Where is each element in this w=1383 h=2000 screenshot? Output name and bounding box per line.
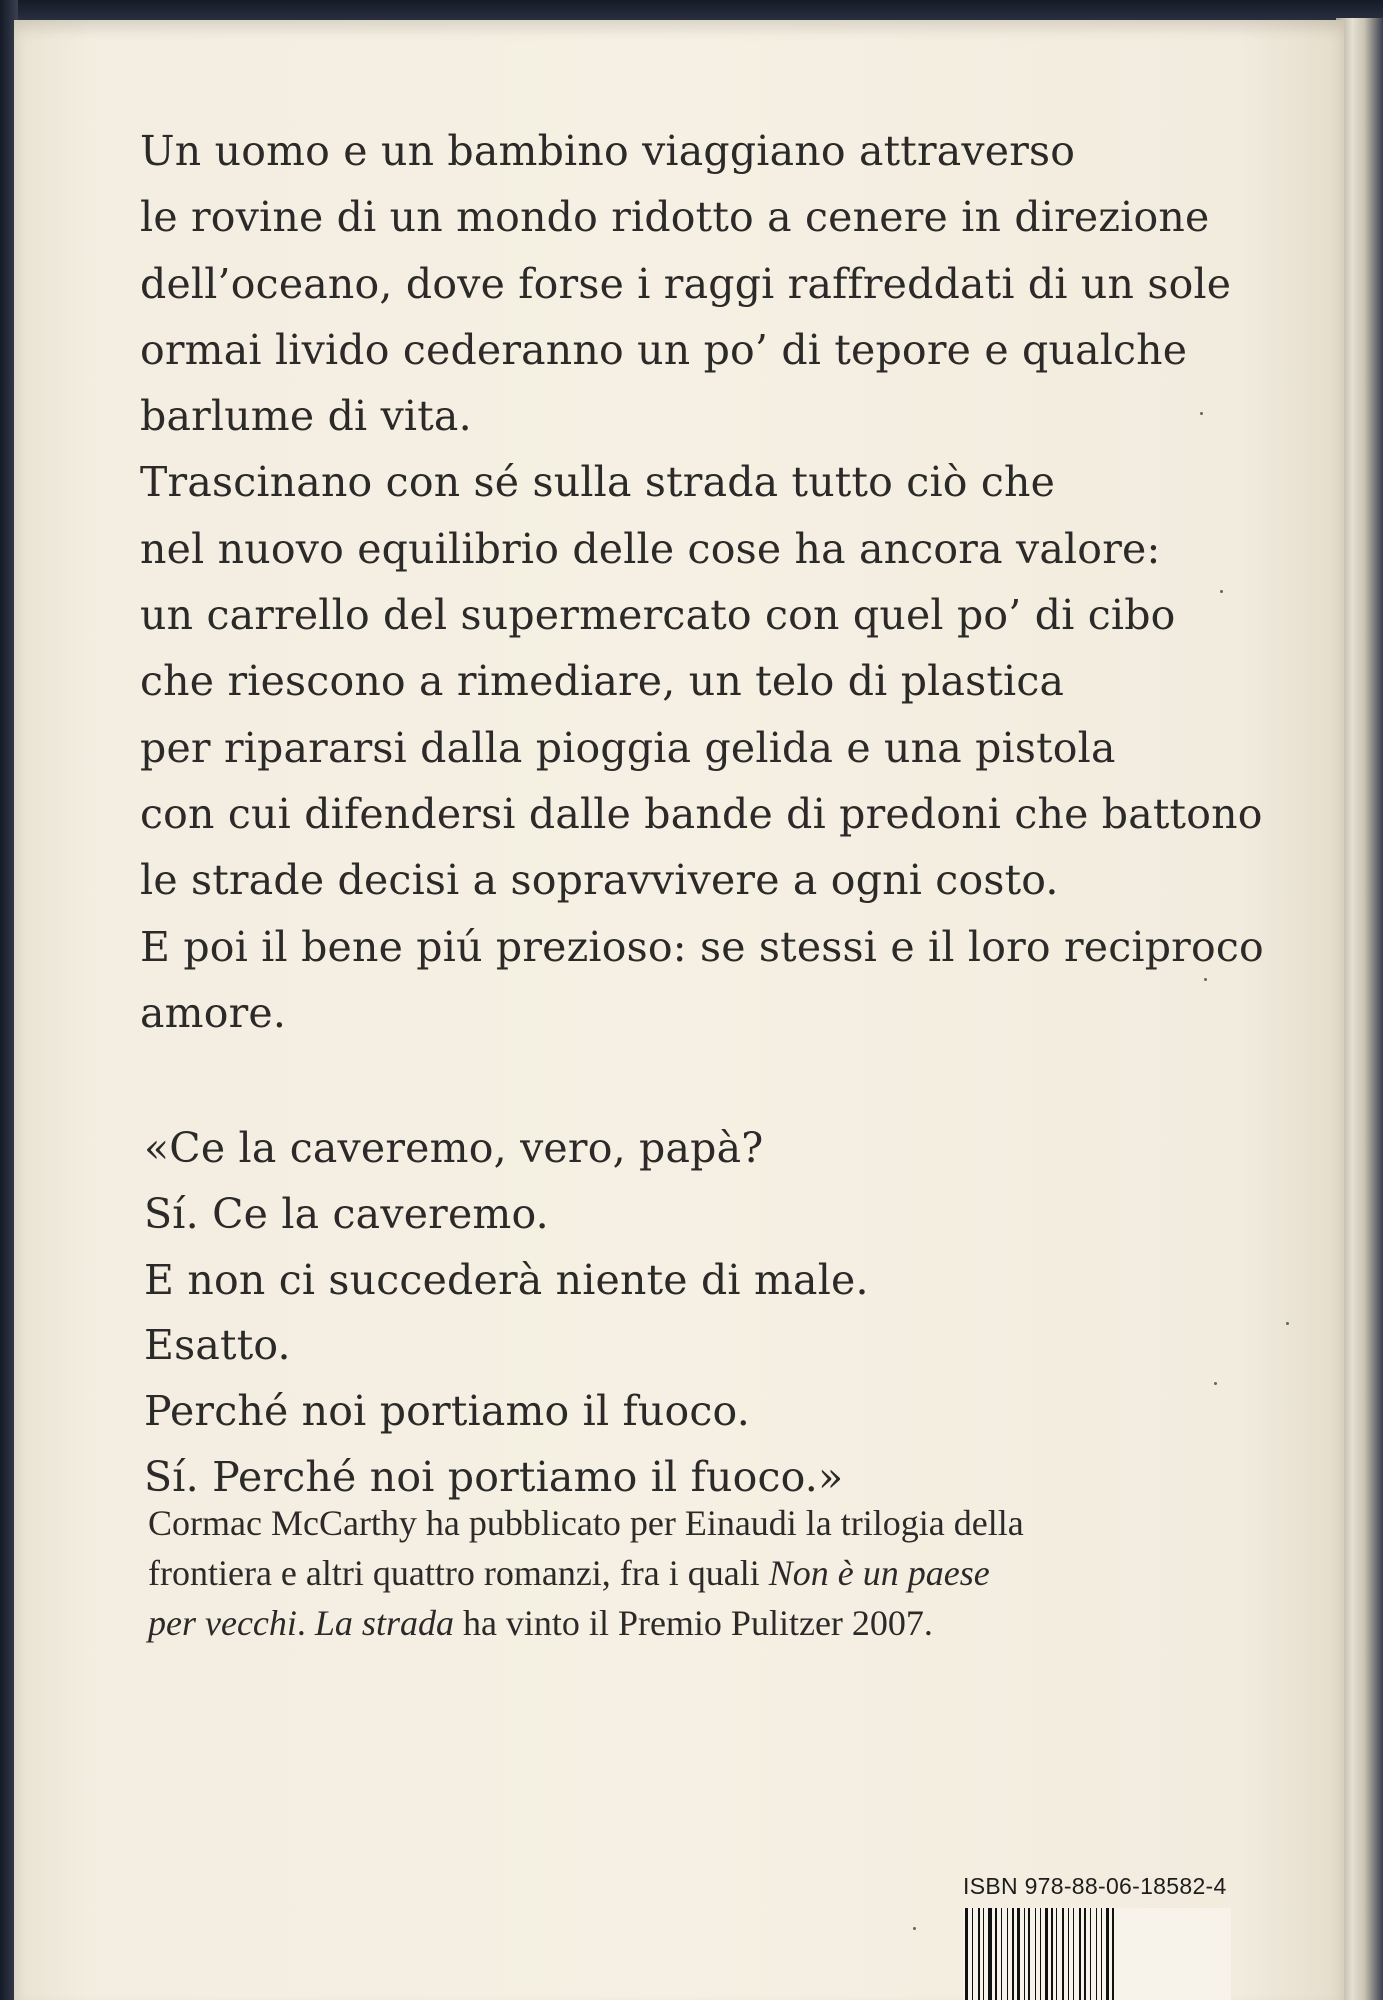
synopsis-blurb [140,118,1264,1046]
paper-speck [913,1927,916,1930]
paper-speck [1286,1322,1289,1325]
blurb-line: le strade decisi a sopravvivere a ogni costo. [140,856,1059,905]
barcode-bar [1051,1908,1053,2000]
barcode-bar [1079,1908,1081,2000]
top-edge-shadow [0,0,1383,22]
barcode-bar [988,1908,992,2000]
author-note-line [148,1498,1288,1548]
barcode-bar [1012,1908,1014,2000]
blurb-line: con cui difendersi dalle bande di predoni che battono [140,789,1263,838]
barcode-bar [1040,1908,1041,2000]
barcode-bar [1045,1908,1048,2000]
blurb-line: ormai livido cederanno un po’ di tepore e qualche [140,325,1188,374]
author-note-text: frontiera e altri quattro romanzi, fra i quali [148,1553,769,1593]
barcode-bar [978,1908,980,2000]
isbn-label: ISBN 978-88-06-18582-4 [963,1873,1227,1899]
barcode-bar [1068,1908,1069,2000]
blurb-line: che riescono a rimediare, un telo di plastica [140,657,1065,706]
author-note [148,1498,1288,1648]
author-note-line [148,1548,1288,1598]
barcode-bar [1028,1908,1030,2000]
quote-line: Sí. Ce la caveremo. [144,1189,549,1238]
book-title-italic: La strada [314,1603,454,1643]
barcode-bar [983,1908,984,2000]
barcode-bar [1096,1908,1097,2000]
barcode-bar [1001,1908,1002,2000]
barcode [963,1908,1231,2000]
barcode-bar [1035,1908,1036,2000]
quote-line: «Ce la caveremo, vero, papà? [144,1124,764,1172]
blurb-line: amore. [140,988,287,1037]
author-note-text: Cormac McCarthy ha pubblicato per Einaudi la trilogia della [148,1503,1024,1543]
blurb-line: per ripararsi dalla pioggia gelida e una pistola [140,723,1116,772]
author-note-text: ha vinto il Premio Pulitzer 2007. [453,1603,933,1643]
blurb-line: Un uomo e un bambino viaggiano attraverso [140,127,1076,175]
barcode-bar [972,1908,973,2000]
dialogue-quote [144,1116,1264,1511]
blurb-line: le rovine di un mondo ridotto a cenere in direzione [140,193,1210,242]
barcode-bar [1106,1908,1109,2000]
quote-line: Perché noi portiamo il fuoco. [144,1387,750,1436]
blurb-line: dell’oceano, dove forse i raggi raffreddati di un sole [140,259,1232,308]
barcode-bar [1024,1908,1025,2000]
barcode-bar [1073,1908,1074,2000]
blurb-line: Trascinano con sé sulla strada tutto ciò che [140,458,1056,507]
quote-line: Sí. Perché noi portiamo il fuoco.» [144,1452,844,1501]
barcode-bar [1112,1908,1114,2000]
author-note-line [148,1598,1288,1648]
barcode-bar [1056,1908,1057,2000]
author-note-text: . [296,1603,315,1643]
blurb-line: E poi il bene piú prezioso: se stessi e il loro reciproco [140,922,1264,971]
barcode-bar [1101,1908,1102,2000]
barcode-bar [1090,1908,1091,2000]
book-title-italic: Non è un paese [768,1553,990,1593]
blurb-line: barlume di vita. [140,392,472,441]
quote-line: E non ci succederà niente di male. [144,1255,869,1304]
barcode-bar [1017,1908,1020,2000]
blurb-line: un carrello del supermercato con quel po’ di cibo [140,591,1176,640]
barcode-bar [965,1908,968,2000]
book-title-italic: per vecchi [148,1603,297,1643]
barcode-bar [1062,1908,1064,2000]
blurb-line: nel nuovo equilibrio delle cose ha ancora valore: [140,524,1161,573]
barcode-bar [1084,1908,1086,2000]
barcode-bar [1007,1908,1008,2000]
barcode-bar [995,1908,997,2000]
quote-line: Esatto. [144,1321,291,1370]
